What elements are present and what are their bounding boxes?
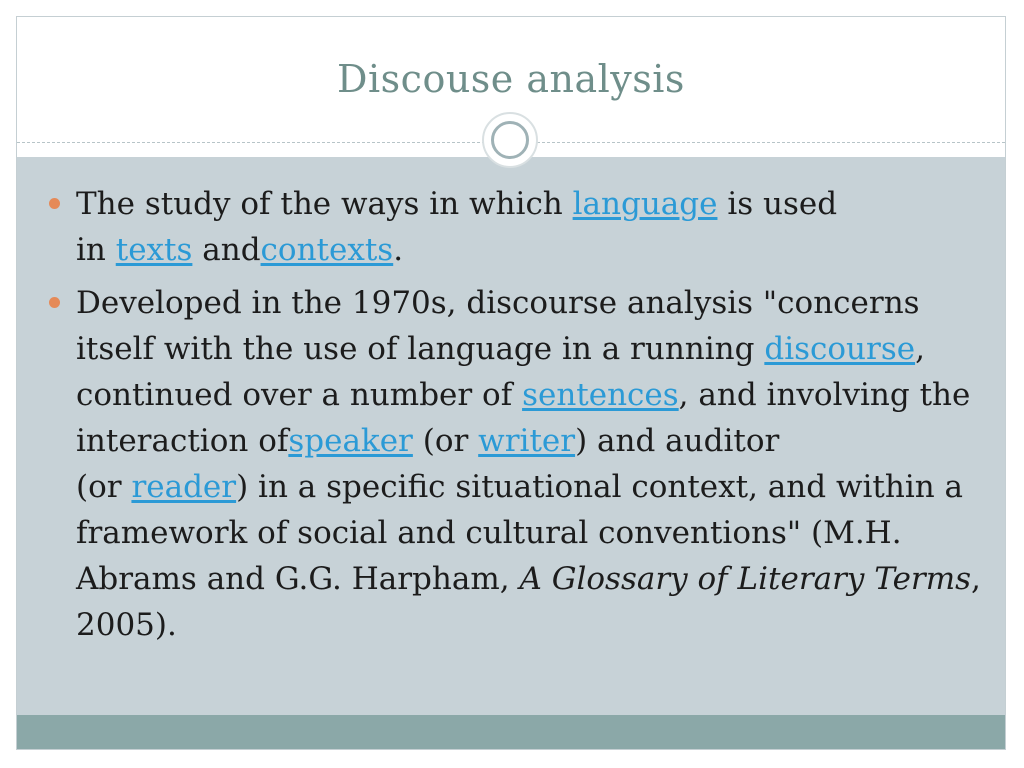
bullet-item bbox=[47, 181, 992, 273]
link-sentences[interactable]: sentences bbox=[522, 377, 679, 413]
circle-ornament-icon bbox=[482, 112, 538, 168]
link-language[interactable]: language bbox=[572, 186, 718, 222]
link-texts[interactable]: texts bbox=[115, 232, 193, 268]
text-segment: The study of the ways in which bbox=[76, 186, 573, 222]
text-segment: Developed in the 1970s, discourse analysis "concerns itself with the use of language in a running bbox=[76, 285, 920, 367]
text-segment: . bbox=[393, 232, 404, 268]
text-segment: in bbox=[76, 232, 116, 268]
bullet-dot-icon bbox=[49, 198, 60, 209]
bullet-list bbox=[47, 181, 992, 655]
text-segment: is used bbox=[717, 186, 838, 222]
text-segment: ) in a specific situational context, and within a framework of social and cultural conventions" (M.H. Abrams and G.G. Harpham, bbox=[76, 469, 964, 597]
link-writer[interactable]: writer bbox=[478, 423, 576, 459]
book-title: A Glossary of Literary Terms bbox=[519, 561, 972, 597]
link-reader[interactable]: reader bbox=[131, 469, 237, 505]
bullet-dot-icon bbox=[49, 297, 60, 308]
text-segment: and bbox=[192, 232, 261, 268]
text-segment: ) and auditor bbox=[575, 423, 780, 459]
text-segment: (or bbox=[76, 469, 132, 505]
link-contexts[interactable]: contexts bbox=[260, 232, 394, 268]
text-segment: , continued over a number of bbox=[76, 331, 925, 413]
bullet-item bbox=[47, 280, 992, 648]
footer-bar bbox=[17, 715, 1005, 749]
link-speaker[interactable]: speaker bbox=[288, 423, 413, 459]
text-segment: (or bbox=[412, 423, 479, 459]
link-discourse[interactable]: discourse bbox=[764, 331, 916, 367]
text-segment: , and involving the interaction of bbox=[76, 377, 971, 459]
text-segment: , 2005). bbox=[76, 561, 981, 643]
slide bbox=[16, 16, 1006, 750]
slide-title: Discouse analysis bbox=[337, 57, 685, 101]
